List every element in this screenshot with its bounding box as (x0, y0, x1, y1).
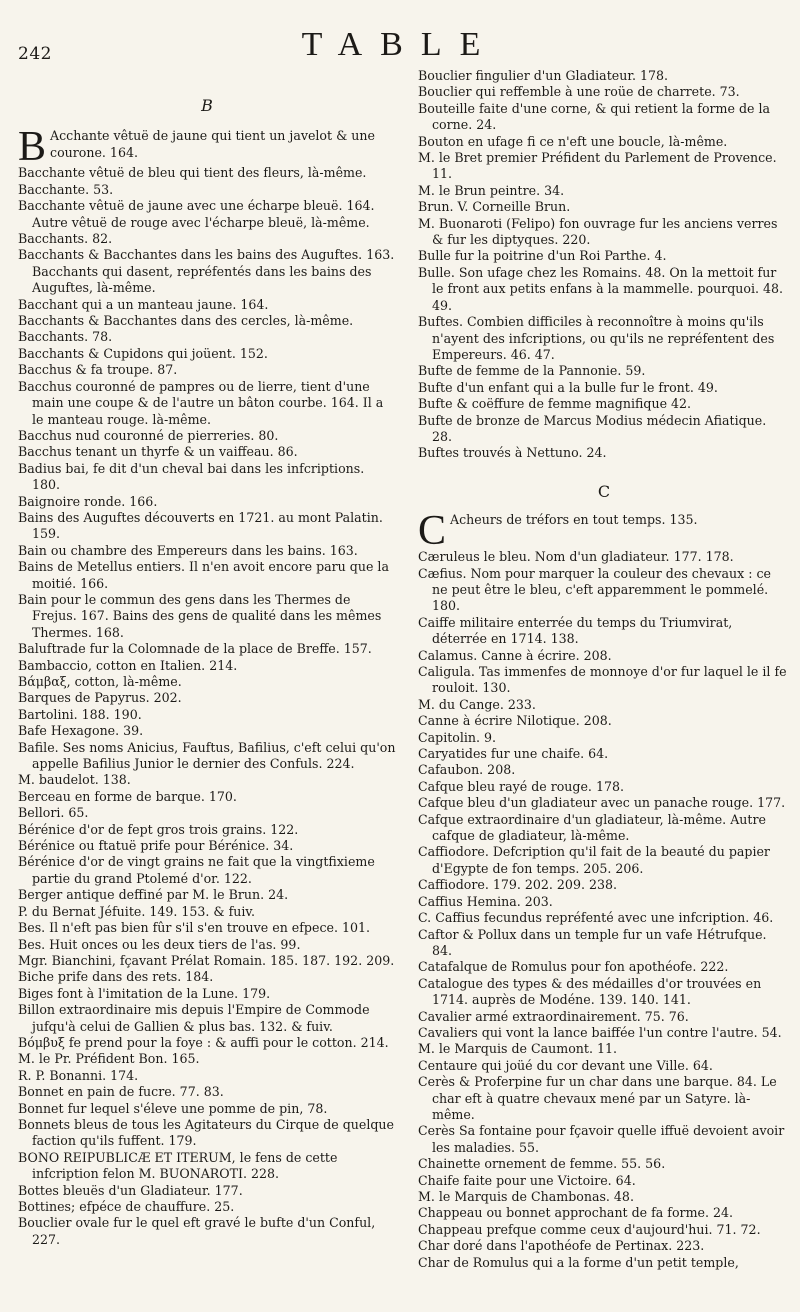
index-entry: Bacchants & Cupidons qui joüent. 152. (18, 345, 268, 361)
index-entry: Bafile. Ses noms Anicius, Fauftus, Bafilius, c'eft celui qu'on appelle Bafilius Junior le dernier des Confuls. 224. (18, 739, 396, 772)
index-entry: Chaife faite pour une Victoire. 64. (418, 1172, 636, 1188)
index-entry: Chappeau ou bonnet approchant de fa forme. 24. (418, 1205, 733, 1221)
right-entry-list-c (418, 549, 790, 1271)
index-entry: R. P. Bonanni. 174. (18, 1067, 139, 1083)
index-entry: Bufte de femme de la Pannonie. 59. (418, 363, 646, 379)
index-entry: Cavalier armé extraordinairement. 75. 76. (418, 1008, 689, 1024)
index-entry: M. du Cange. 233. (418, 696, 536, 712)
index-entry: Bouclier ovale fur le quel eft gravé le bufte d'un Conful, 227. (18, 1215, 376, 1247)
index-entry: M. le Bret premier Préfident du Parlement de Provence. 11. (418, 150, 777, 182)
index-entry: Biges font à l'imitation de la Lune. 179. (18, 985, 271, 1001)
index-entry: Bacchus & fa troupe. 87. (18, 362, 178, 378)
index-entry: Buftes trouvés à Nettuno. 24. (418, 445, 607, 461)
index-entry: Badius bai, fe dit d'un cheval bai dans les infcriptions. 180. (18, 460, 365, 493)
index-entry: Bains de Metellus entiers. Il n'en avoit encore paru que la moitié. 166. (18, 559, 389, 591)
index-entry: Billon extraordinaire mis depuis l'Empire de Commode jufqu'à celui de Gallien & plus bas. 132. & fuiv. (18, 1002, 370, 1034)
lead-entry-c (418, 512, 790, 548)
left-entry-list (18, 165, 396, 1248)
index-entry: Mgr. Bianchini, fçavant Prélat Romain. 185. 187. 192. 209. (18, 952, 395, 968)
index-entry: Bacchante. 53. (18, 181, 114, 197)
index-entry: Bes. Il n'eft pas bien fûr s'il s'en trouve en efpece. 101. (18, 920, 370, 936)
index-entry: Centaure qui joüé du cor devant une Ville. 64. (418, 1057, 713, 1073)
index-entry: Bufte & coëffure de femme magnifique 42. (418, 396, 692, 412)
index-entry: Cerès & Proferpine fur un char dans une barque. 84. Le char eft à quatre chevaux mené par un Satyre. là-même. (418, 1074, 777, 1122)
index-entry: Bulle. Son ufage chez les Romains. 48. On la mettoit fur le front aux petits enfans à la mammelle. pourquoi. 48. 49. (418, 264, 784, 313)
index-entry: M. le Pr. Préfident Bon. 165. (18, 1051, 200, 1067)
index-entry: Bes. Huit onces ou les deux tiers de l'as. 99. (18, 936, 301, 952)
index-entry: Bottines; efpéce de chauffure. 25. (18, 1199, 235, 1214)
index-entry: Cafaubon. 208. (418, 762, 516, 778)
index-entry: Bonnets bleus de tous les Agitateurs du Cirque de quelque faction qu'ils fuffent. 179. (18, 1116, 394, 1149)
index-entry: Bérénice d'or de fept gros trois grains. 122. (18, 821, 299, 837)
index-entry: Bain pour le commun des gens dans les Thermes de Frejus. 167. Bains des gens de qualité dans les mêmes Thermes. 168. (18, 591, 382, 640)
index-entry: M. le Marquis de Caumont. 11. (418, 1041, 617, 1057)
index-entry: Caligula. Tas immenfes de monnoye d'or fur laquel le il fe rouloit. 130. (418, 664, 787, 696)
index-entry: Cerès Sa fontaine pour fçavoir quelle iffuë devoient avoir les maladies. 55. (418, 1123, 785, 1155)
dropcap-b: B (18, 128, 47, 165)
index-entry: Catalogue des types & des médailles d'or trouvées en 1714. auprès de Modéne. 139. 140. 141. (418, 975, 762, 1008)
index-entry: Bacchante vêtuë de bleu qui tient des fleurs, là-même. (18, 165, 367, 181)
index-entry: Bérénice d'or de vingt grains ne fait que la vingtfixieme partie du grand Ptolemé d'or. 122. (18, 854, 375, 886)
index-entry: BONO REIPUBLICÆ ET ITERUM, le fens de cette infcription felon M. BUONAROTI. 228. (18, 1149, 338, 1182)
index-entry: Caiffe militaire enterrée du temps du Triumvirat, déterrée en 1714. 138. (418, 614, 733, 647)
index-entry: Bonnet en pain de fucre. 77. 83. (18, 1084, 224, 1100)
index-entry: Brun. V. Corneille Brun. (418, 199, 571, 215)
index-entry: Berger antique deffiné par M. le Brun. 24. (18, 887, 289, 903)
index-entry: C. Caffius fecundus repréfenté avec une infcription. 46. (418, 910, 774, 926)
right-entry-list-b (418, 68, 790, 462)
index-entry: Cafque bleu rayé de rouge. 178. (418, 778, 624, 794)
index-entry: Bain ou chambre des Empereurs dans les bains. 163. (18, 542, 358, 558)
index-entry: Calamus. Canne à écrire. 208. (418, 647, 612, 663)
index-entry: Βόμβυξ fe prend pour la foye : & auffi pour le cotton. 214. (18, 1034, 389, 1050)
index-entry: Bellori. 65. (18, 805, 89, 821)
index-entry: Berceau en forme de barque. 170. (18, 788, 237, 804)
index-entry: Cafque bleu d'un gladiateur avec un panache rouge. 177. (418, 795, 786, 811)
index-entry: Capitolin. 9. (418, 729, 497, 745)
dropcap-c: C (418, 512, 447, 549)
index-entry: Bottes bleuës d'un Gladiateur. 177. (18, 1182, 243, 1198)
running-head-title: TABLE (301, 26, 499, 63)
page-number: 242 (18, 44, 52, 64)
index-entry: Baignoire ronde. 166. (18, 493, 158, 509)
index-entry: Caffiodore. 179. 202. 209. 238. (418, 877, 617, 893)
index-entry: Caffius Hemina. 203. (418, 893, 553, 909)
index-entry: Cæfius. Nom pour marquer la couleur des chevaux : ce ne peut être le bleu, c'eft apparemment le pommelé. 180. (418, 565, 771, 614)
index-entry: M. le Brun peintre. 34. (418, 182, 565, 198)
index-entry: Bouteille faite d'une corne, & qui retient la forme de la corne. 24. (418, 100, 771, 133)
index-entry: Bonnet fur lequel s'éleve une pomme de pin, 78. (18, 1100, 328, 1116)
index-entry: Bartolini. 188. 190. (18, 706, 142, 722)
index-entry: Bafe Hexagone. 39. (18, 723, 144, 739)
index-entry: Bacchants. 78. (18, 329, 113, 345)
index-entry: Bacchus tenant un thyrfe & un vaiffeau. 86. (18, 444, 298, 460)
index-entry: Bouclier qui reffemble à une roüe de charrete. 73. (418, 84, 740, 100)
index-entry: Chappeau prefque comme ceux d'aujourd'hui. 71. 72. (418, 1221, 761, 1237)
index-entry: Buftes. Combien difficiles à reconnoître à moins qu'ils n'ayent des infcriptions, ou qu'ils ne repréfentent des Empereurs. 46. 47. (418, 314, 775, 362)
lead-entry-c-text: Acheurs de tréfors en tout temps. 135. (450, 512, 698, 528)
index-entry: Cæruleus le bleu. Nom d'un gladiateur. 177. 178. (418, 549, 734, 565)
left-column (18, 80, 396, 1248)
index-entry: Cafque extraordinaire d'un gladiateur, là-même. Autre cafque de gladiateur, là-même. (418, 811, 766, 844)
index-entry: Caftor & Pollux dans un temple fur un vafe Hétrufque. 84. (418, 926, 767, 958)
index-entry: Cavaliers qui vont la lance baiffée l'un contre l'autre. 54. (418, 1024, 782, 1040)
index-entry: Caryatides fur une chaife. 64. (418, 746, 609, 762)
index-entry: Bufte d'un enfant qui a la bulle fur le front. 49. (418, 379, 718, 395)
index-entry: Baluftrade fur la Colomnade de la place de Breffe. 157. (18, 641, 372, 657)
lead-entry-text: Acchante vêtuë de jaune qui tient un javelot & une courone. 164. (50, 128, 375, 160)
section-letter-b: B (201, 96, 213, 115)
index-entry: M. le Marquis de Chambonas. 48. (418, 1189, 634, 1204)
index-entry: M. Buonaroti (Felipo) fon ouvrage fur les anciens verres & fur les diptyques. 220. (418, 215, 778, 248)
index-entry: Caffiodore. Defcription qu'il fait de la beauté du papier d'Egypte de fon temps. 205. 206. (418, 844, 770, 876)
index-entry: Bulle fur la poitrine d'un Roi Parthe. 4. (418, 248, 667, 264)
index-entry: Chainette ornement de femme. 55. 56. (418, 1156, 666, 1172)
index-entry: Canne à écrire Nilotique. 208. (418, 713, 612, 729)
index-entry: Char doré dans l'apothéofe de Pertinax. 223. (418, 1238, 705, 1254)
index-entry: Barques de Papyrus. 202. (18, 690, 182, 706)
lead-entry (18, 128, 396, 164)
index-entry: P. du Bernat Jéfuite. 149. 153. & fuiv. (18, 903, 256, 919)
index-entry: Βάμβαξ, cotton, là-même. (18, 674, 182, 689)
index-entry: Bacchants & Bacchantes dans des cercles, là-même. (18, 313, 354, 329)
index-entry: M. baudelot. 138. (18, 772, 131, 788)
index-entry: Bacchante vêtuë de jaune avec une écharpe bleuë. 164. Autre vêtuë de rouge avec l'écharpe bleuë, là-même. (18, 198, 375, 230)
index-entry: Bacchus couronné de pampres ou de lierre, tient d'une main une coupe & de l'autre un bâton courbe. 164. Il a le manteau rouge. là-même. (18, 378, 384, 427)
index-entry: Char de Romulus qui a la forme d'un petit temple, (418, 1254, 739, 1270)
section-letter-c: C (597, 481, 611, 501)
index-entry: Biche prife dans des rets. 184. (18, 969, 214, 985)
index-entry: Bambaccio, cotton en Italien. 214. (18, 657, 238, 673)
index-entry: Bacchus nud couronné de pierreries. 80. (18, 427, 279, 443)
index-entry: Bérénice ou ftatuë prife pour Bérénice. 34. (18, 838, 294, 854)
index-entry: Bains des Auguftes découverts en 1721. au mont Palatin. 159. (18, 509, 383, 542)
index-entry: Bacchants. 82. (18, 231, 113, 247)
index-entry: Bufte de bronze de Marcus Modius médecin Afiatique. 28. (418, 412, 767, 444)
index-entry: Bouton en ufage fi ce n'eft une boucle, là-même. (418, 133, 728, 149)
index-entry: Catafalque de Romulus pour fon apothéofe. 222. (418, 959, 729, 975)
right-column (418, 68, 790, 1271)
index-entry: Bouclier fingulier d'un Gladiateur. 178. (418, 68, 668, 83)
index-entry: Bacchant qui a un manteau jaune. 164. (18, 296, 269, 312)
index-entry: Bacchants & Bacchantes dans les bains des Auguftes. 163. Bacchants qui dasent, repréfentés dans les bains des Auguftes, là-même. (18, 247, 395, 296)
